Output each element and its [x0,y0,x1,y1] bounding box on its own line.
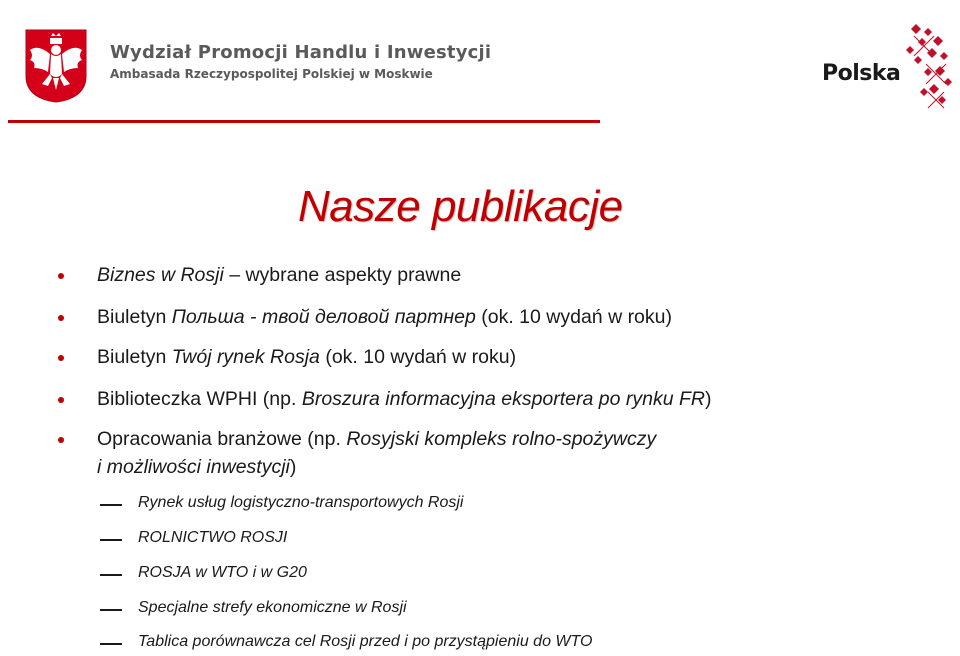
polish-eagle-emblem-icon [24,28,88,104]
page-title: Nasze publikacje [298,182,623,231]
sub-list-item: ROSJA w WTO i w G20 [138,564,307,581]
item-title: i możliwości inwestycji [97,456,290,478]
bullet-icon [58,273,64,279]
item-text: Biuletyn [97,346,172,368]
dash-icon [100,609,122,611]
bullet-icon [58,315,64,321]
item-text: Biblioteczka WPHI (np. [97,388,302,410]
item-text: ) [289,456,297,478]
bullet-icon [58,397,64,403]
sub-list-item: Tablica porównawcza cel Rosji przed i po przystąpieniu do WTO [138,633,593,650]
list-item [97,428,656,451]
organization-block [110,42,491,81]
sub-list-item: Rynek usług logistyczno-transportowych Rosji [138,494,464,511]
bullet-icon [58,355,64,361]
item-text: ) [705,388,712,410]
item-title: Twój rynek Rosja [171,346,320,368]
item-title: Biznes w Rosji [97,264,224,286]
header-divider [8,120,600,123]
list-item [97,388,712,411]
polska-logo-text: Polska [822,61,901,86]
item-text: Opracowania branżowe (np. [97,428,347,450]
item-text: (ok. 10 wydań w roku) [475,306,672,328]
header [0,0,960,125]
item-title: Rosyjski kompleks rolno-spożywczy [346,428,657,450]
dash-icon [100,643,122,645]
sub-list-item: ROLNICTWO ROSJI [138,529,288,546]
dash-icon [100,574,122,576]
sub-list-item: Specjalne strefy ekonomiczne w Rosji [138,599,407,616]
item-text: (ok. 10 wydań w roku) [319,346,517,368]
item-title: Польша - твой деловой партнер [171,306,476,328]
dash-icon [100,504,122,506]
organization-name: Wydział Promocji Handlu i Inwestycji [110,42,492,63]
dash-icon [100,539,122,541]
list-item [97,264,461,287]
list-item-continuation [97,456,296,479]
bullet-icon [58,437,64,443]
list-item [97,346,516,369]
list-item [97,306,672,329]
organization-subtitle: Ambasada Rzeczypospolitej Polskiej w Moskwie [110,67,433,81]
item-title: Broszura informacyjna eksportera po rynku FR [301,388,705,410]
item-text: – wybrane aspekty prawne [223,264,462,286]
item-text: Biuletyn [97,306,172,328]
